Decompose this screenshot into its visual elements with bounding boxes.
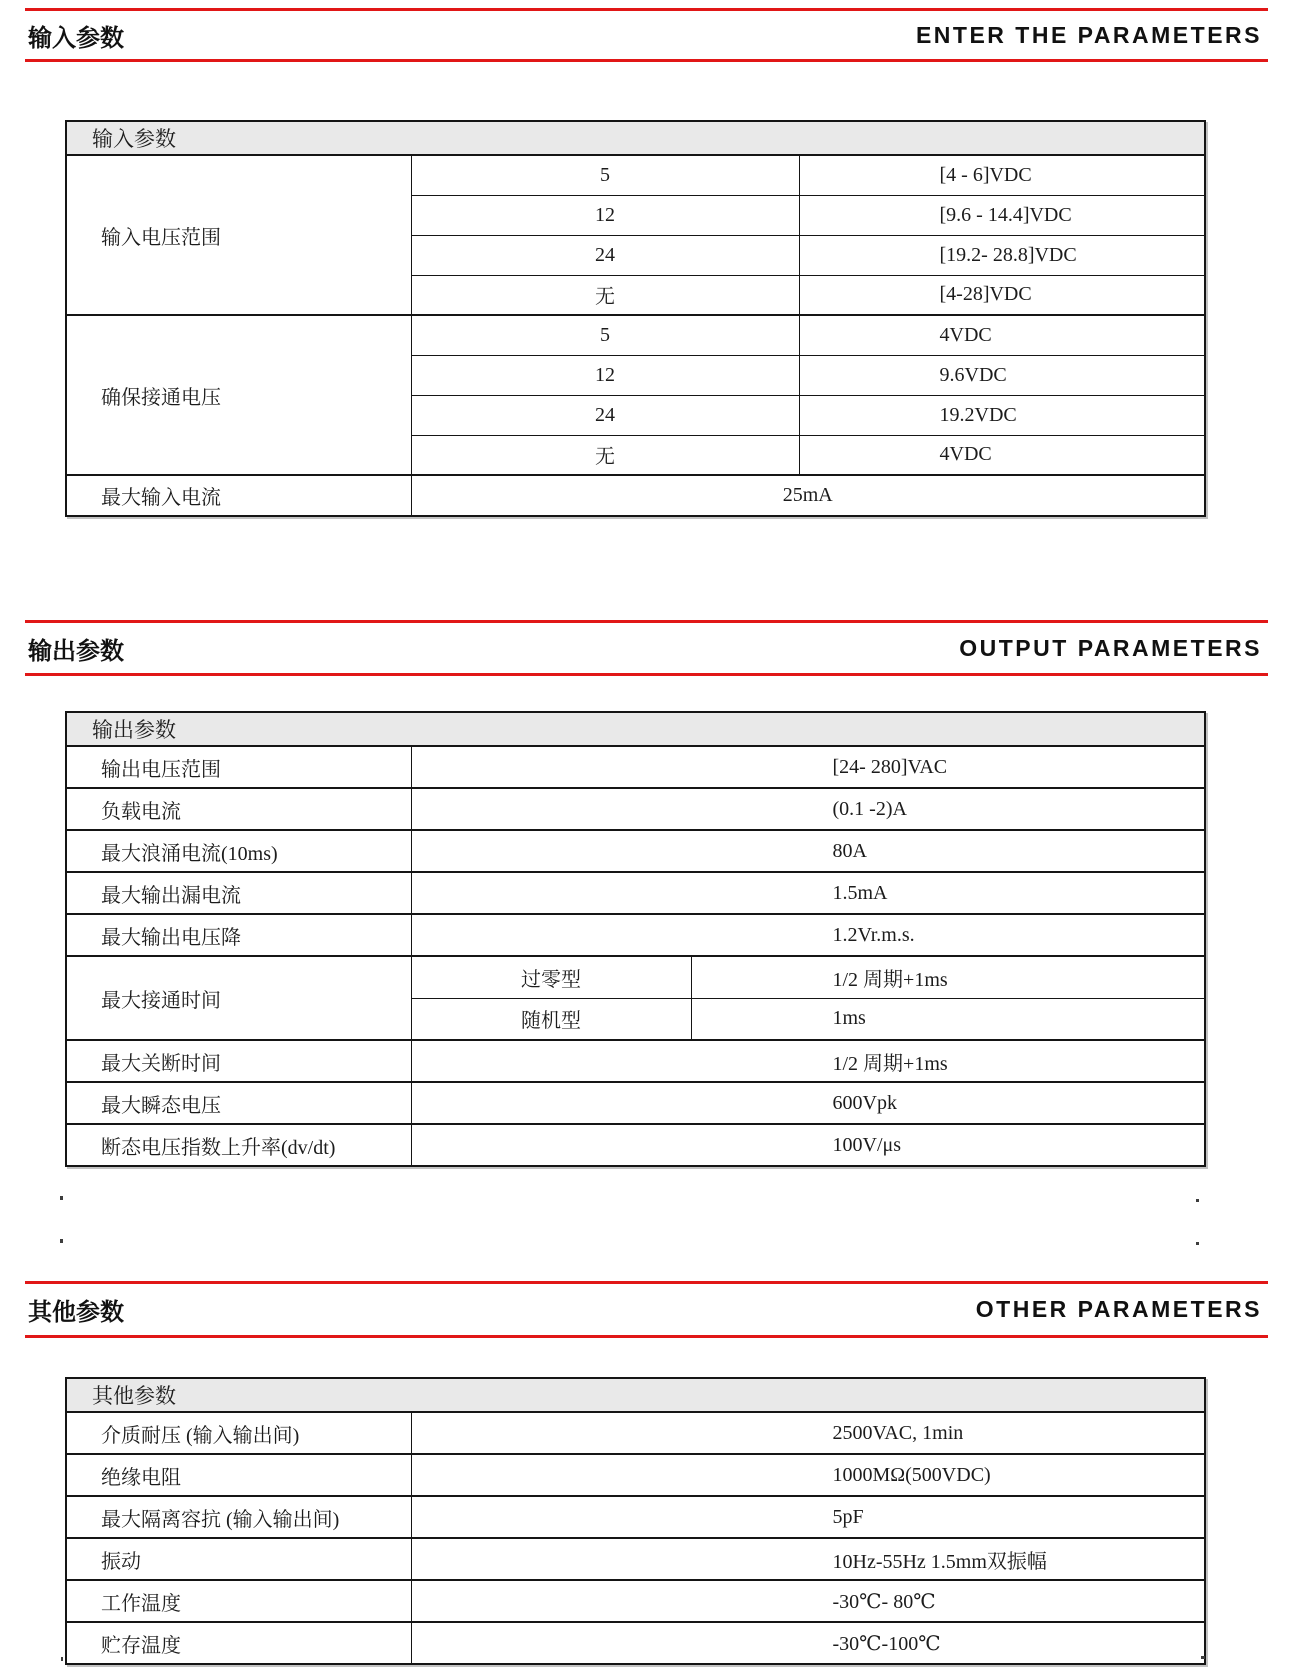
param-label: 输入电压范围 [66,155,411,315]
param-label: 最大接通时间 [66,956,411,1040]
param-label: 最大关断时间 [66,1040,411,1082]
section-rule [25,59,1268,62]
table-row [66,956,1205,998]
speck-mark [60,1196,63,1200]
param-value: 9.6VDC [799,355,1205,395]
table-row [66,788,1205,830]
table-row [66,746,1205,788]
param-variant: 过零型 [411,956,691,998]
section-title-en: OUTPUT PARAMETERS [959,634,1262,661]
param-value: [4-28]VDC [799,275,1205,315]
table-row [66,1040,1205,1082]
table-header-row [66,712,1205,746]
table-row [66,1412,1205,1454]
param-value: -30℃-100℃ [411,1622,1205,1664]
param-value: 1ms [691,998,1205,1040]
param-label: 最大瞬态电压 [66,1082,411,1124]
table-row [66,1454,1205,1496]
param-label: 断态电压指数上升率(dv/dt) [66,1124,411,1166]
section-title-zh: 输出参数 [28,637,124,665]
param-value: 2500VAC, 1min [411,1412,1205,1454]
section-rule [25,1335,1268,1338]
param-label: 最大输入电流 [66,475,411,516]
param-value: 600Vpk [411,1082,1205,1124]
table-row [66,155,1205,195]
param-value: [9.6 - 14.4]VDC [799,195,1205,235]
param-value: -30℃- 80℃ [411,1580,1205,1622]
section-header-other [28,1284,1262,1335]
param-label: 振动 [66,1538,411,1580]
table-row [66,475,1205,516]
speck-mark [60,1239,63,1243]
table-row [66,1082,1205,1124]
param-value: 1/2 周期+1ms [411,1040,1205,1082]
param-variant: 随机型 [411,998,691,1040]
table-title: 其他参数 [66,1378,1205,1412]
section-title-zh: 其他参数 [28,1299,124,1326]
table-row [66,1622,1205,1664]
table-row [66,914,1205,956]
speck-mark [61,1657,63,1661]
section-title-zh: 输入参数 [28,24,124,52]
param-value: 25mA [411,475,1205,516]
param-variant: 5 [411,315,799,355]
param-value: (0.1 -2)A [411,788,1205,830]
section-header-output [28,623,1262,673]
table-row [66,1538,1205,1580]
param-value: 100V/μs [411,1124,1205,1166]
param-value: [19.2- 28.8]VDC [799,235,1205,275]
other-parameters-table [65,1377,1206,1665]
param-value: 1/2 周期+1ms [691,956,1205,998]
speck-mark [1196,1199,1199,1202]
table-title: 输入参数 [66,121,1205,155]
section-title-en: OTHER PARAMETERS [975,1296,1262,1322]
param-variant: 12 [411,355,799,395]
param-value: 1.5mA [411,872,1205,914]
section-header-input [28,11,1262,59]
param-value: 4VDC [799,435,1205,475]
param-label: 最大输出漏电流 [66,872,411,914]
table-row [66,1496,1205,1538]
speck-mark [1201,1656,1205,1659]
param-value: 10Hz-55Hz 1.5mm双振幅 [411,1538,1205,1580]
section-title-en: ENTER THE PARAMETERS [915,21,1262,48]
table-header-row [66,1378,1205,1412]
param-label: 输出电压范围 [66,746,411,788]
param-label: 工作温度 [66,1580,411,1622]
param-label: 贮存温度 [66,1622,411,1664]
input-parameters-table [65,120,1206,517]
param-value: 80A [411,830,1205,872]
param-label: 最大隔离容抗 (输入输出间) [66,1496,411,1538]
param-variant: 24 [411,395,799,435]
param-label: 负载电流 [66,788,411,830]
param-variant: 无 [411,275,799,315]
table-row [66,1124,1205,1166]
param-variant: 12 [411,195,799,235]
table-row [66,1580,1205,1622]
param-label: 确保接通电压 [66,315,411,475]
param-variant: 24 [411,235,799,275]
table-title: 输出参数 [66,712,1205,746]
param-value: 1000MΩ(500VDC) [411,1454,1205,1496]
output-parameters-table [65,711,1206,1167]
param-variant: 无 [411,435,799,475]
table-row [66,315,1205,355]
param-label: 绝缘电阻 [66,1454,411,1496]
param-value: 5pF [411,1496,1205,1538]
table-row [66,872,1205,914]
speck-mark [1196,1242,1199,1245]
param-variant: 5 [411,155,799,195]
table-header-row [66,121,1205,155]
param-value: 1.2Vr.m.s. [411,914,1205,956]
table-row [66,830,1205,872]
param-label: 最大浪涌电流(10ms) [66,830,411,872]
param-label: 最大输出电压降 [66,914,411,956]
param-value: 19.2VDC [799,395,1205,435]
section-rule [25,673,1268,676]
param-value: [4 - 6]VDC [799,155,1205,195]
param-value: 4VDC [799,315,1205,355]
param-value: [24- 280]VAC [411,746,1205,788]
param-label: 介质耐压 (输入输出间) [66,1412,411,1454]
